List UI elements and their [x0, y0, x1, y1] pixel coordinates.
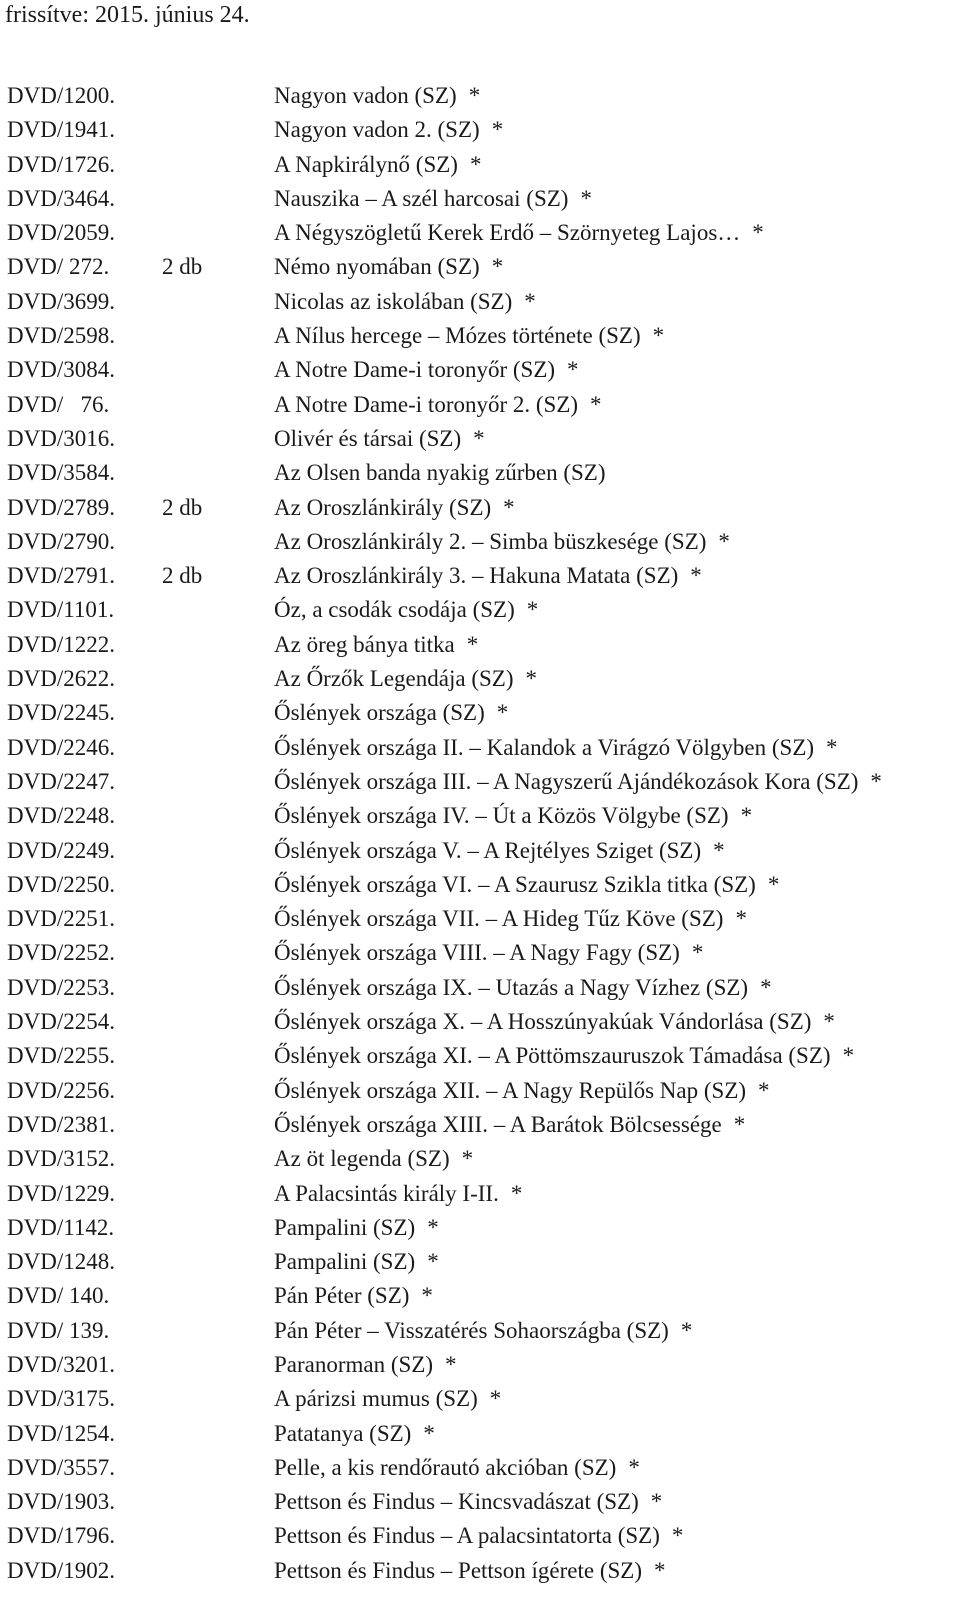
- list-item: [0, 1417, 960, 1451]
- dvd-title-text: Az Oroszlánkirály 3. – Hakuna Matata (SZ): [274, 563, 679, 589]
- dvd-title: [274, 182, 592, 216]
- dvd-code: DVD/2255.: [7, 1043, 115, 1069]
- copy-count: 2 db: [162, 494, 203, 520]
- dvd-code: DVD/2252.: [7, 940, 115, 966]
- dvd-code: DVD/3557.: [7, 1454, 115, 1480]
- dvd-title-text: Az öt legenda (SZ): [274, 1146, 450, 1172]
- asterisk-mark: *: [496, 700, 509, 726]
- dvd-title: [274, 491, 515, 525]
- dvd-title-text: Pán Péter – Visszatérés Sohaországba (SZ): [274, 1317, 669, 1343]
- dvd-title-text: Őslények országa IX. – Utazás a Nagy Vízhez (SZ): [274, 974, 749, 1000]
- asterisk-mark: *: [650, 1489, 663, 1515]
- dvd-title: [274, 834, 725, 868]
- dvd-title: [274, 1108, 745, 1142]
- list-item: [0, 388, 960, 422]
- asterisk-mark: *: [491, 117, 504, 143]
- dvd-title: [274, 319, 664, 353]
- dvd-code: DVD/2059.: [7, 220, 115, 246]
- dvd-code: DVD/1903.: [7, 1489, 115, 1515]
- list-item: [0, 1554, 960, 1588]
- dvd-code: DVD/ 272.: [7, 254, 110, 280]
- dvd-title: [274, 1519, 683, 1553]
- dvd-code: DVD/1796.: [7, 1523, 115, 1549]
- list-item: [0, 628, 960, 662]
- asterisk-mark: *: [740, 803, 753, 829]
- list-item: [0, 1177, 960, 1211]
- dvd-title: [274, 1348, 457, 1382]
- list-item: [0, 1382, 960, 1416]
- asterisk-mark: *: [580, 185, 592, 211]
- dvd-code: DVD/1229.: [7, 1180, 115, 1206]
- list-item: [0, 834, 960, 868]
- dvd-title-text: Őslények országa II. – Kalandok a Virágzó Völgyben (SZ): [274, 734, 815, 760]
- dvd-title-text: Pettson és Findus – A palacsintatorta (SZ): [274, 1523, 660, 1549]
- dvd-title-text: Őslények országa V. – A Rejtélyes Sziget (SZ): [274, 837, 702, 863]
- dvd-title: [274, 353, 579, 387]
- asterisk-mark: *: [628, 1454, 640, 1480]
- asterisk-mark: *: [421, 1283, 433, 1309]
- dvd-title-text: Őslények országa VIII. – A Nagy Fagy (SZ): [274, 940, 680, 966]
- list-item: [0, 868, 960, 902]
- asterisk-mark: *: [652, 323, 665, 349]
- dvd-title-text: Olivér és társai (SZ): [274, 425, 462, 451]
- dvd-code: DVD/2791.: [7, 563, 115, 589]
- asterisk-mark: *: [473, 425, 485, 451]
- dvd-code: DVD/ 140.: [7, 1283, 110, 1309]
- dvd-code: DVD/3464.: [7, 185, 115, 211]
- dvd-code: DVD/2598.: [7, 323, 115, 349]
- list-item: [0, 559, 960, 593]
- asterisk-mark: *: [653, 1557, 666, 1583]
- asterisk-mark: *: [525, 666, 537, 692]
- asterisk-mark: *: [427, 1249, 439, 1275]
- asterisk-mark: *: [713, 837, 725, 863]
- asterisk-mark: *: [870, 768, 882, 794]
- dvd-title: [274, 1554, 665, 1588]
- asterisk-mark: *: [823, 1009, 835, 1035]
- dvd-title-text: A Napkirálynő (SZ): [274, 151, 458, 177]
- dvd-title-text: Pampalini (SZ): [274, 1249, 416, 1275]
- asterisk-mark: *: [567, 357, 579, 383]
- dvd-code: DVD/1941.: [7, 117, 115, 143]
- list-item: [0, 662, 960, 696]
- dvd-code: DVD/1248.: [7, 1249, 115, 1275]
- dvd-code: DVD/1902.: [7, 1557, 115, 1583]
- dvd-title-text: Az öreg bánya titka: [274, 631, 455, 657]
- dvd-title-text: Pettson és Findus – Kincsvadászat (SZ): [274, 1489, 639, 1515]
- dvd-title-text: Az Oroszlánkirály 2. – Simba büszkesége (SZ): [274, 528, 707, 554]
- dvd-title: [274, 1142, 473, 1176]
- dvd-code: DVD/2790.: [7, 528, 115, 554]
- list-item: [0, 1039, 960, 1073]
- list-item: [0, 696, 960, 730]
- dvd-title-text: A Notre Dame-i toronyőr (SZ): [274, 357, 556, 383]
- dvd-code: DVD/2247.: [7, 768, 115, 794]
- dvd-title-text: Óz, a csodák csodája (SZ): [274, 597, 515, 623]
- asterisk-mark: *: [735, 906, 747, 932]
- dvd-code: DVD/1222.: [7, 631, 115, 657]
- asterisk-mark: *: [671, 1523, 684, 1549]
- dvd-title: [274, 731, 838, 765]
- dvd-code: DVD/3699.: [7, 288, 115, 314]
- list-item: [0, 113, 960, 147]
- list-item: [0, 765, 960, 799]
- asterisk-mark: *: [767, 871, 780, 897]
- asterisk-mark: *: [491, 254, 504, 280]
- dvd-code: DVD/1200.: [7, 83, 115, 108]
- dvd-title-text: A Nílus hercege – Mózes története (SZ): [274, 323, 641, 349]
- list-item: [0, 1485, 960, 1519]
- asterisk-mark: *: [733, 1111, 746, 1137]
- dvd-title: [274, 1211, 439, 1245]
- asterisk-mark: *: [760, 974, 772, 1000]
- dvd-code: DVD/ 76.: [7, 391, 110, 417]
- list-item: [0, 1519, 960, 1553]
- list-item: [0, 319, 960, 353]
- dvd-code: DVD/2381.: [7, 1111, 115, 1137]
- asterisk-mark: *: [690, 563, 702, 589]
- dvd-code: DVD/3084.: [7, 357, 115, 383]
- list-item: [0, 1348, 960, 1382]
- asterisk-mark: *: [503, 494, 515, 520]
- list-item: [0, 936, 960, 970]
- asterisk-mark: *: [680, 1317, 693, 1343]
- list-item: [0, 456, 960, 490]
- list-item: [0, 1211, 960, 1245]
- dvd-title: [274, 456, 617, 490]
- list-item: [0, 525, 960, 559]
- dvd-code: DVD/2256.: [7, 1077, 115, 1103]
- list-item: [0, 799, 960, 833]
- dvd-title: [274, 799, 752, 833]
- asterisk-mark: *: [445, 1351, 457, 1377]
- asterisk-mark: *: [468, 83, 481, 108]
- update-date: frissítve: 2015. június 24.: [5, 2, 250, 28]
- asterisk-mark: *: [590, 391, 602, 417]
- dvd-title: [274, 696, 508, 730]
- dvd-title: [274, 902, 747, 936]
- dvd-title: [274, 285, 536, 319]
- list-item: [0, 250, 960, 284]
- dvd-code: DVD/ 139.: [7, 1317, 110, 1343]
- dvd-title-text: Pelle, a kis rendőrautó akcióban (SZ): [274, 1454, 617, 1480]
- asterisk-mark: *: [758, 1077, 770, 1103]
- copy-count: 2 db: [162, 563, 203, 589]
- dvd-title: [274, 765, 882, 799]
- dvd-code: DVD/2251.: [7, 906, 115, 932]
- dvd-code: DVD/1101.: [7, 597, 115, 623]
- dvd-title-text: Pán Péter (SZ): [274, 1283, 410, 1309]
- dvd-code: DVD/3016.: [7, 425, 115, 451]
- dvd-code: DVD/2253.: [7, 974, 115, 1000]
- asterisk-mark: *: [469, 151, 482, 177]
- asterisk-mark: *: [524, 288, 536, 314]
- dvd-title: [274, 868, 779, 902]
- dvd-title-text: Pampalini (SZ): [274, 1214, 416, 1240]
- list-item: [0, 971, 960, 1005]
- dvd-title: [274, 525, 730, 559]
- list-item: [0, 491, 960, 525]
- list-item: [0, 1245, 960, 1279]
- list-item: [0, 1142, 960, 1176]
- dvd-title-text: Őslények országa XI. – A Pöttömszauruszok Támadása (SZ): [274, 1043, 831, 1069]
- dvd-title: [274, 1417, 435, 1451]
- asterisk-mark: *: [718, 528, 730, 554]
- dvd-title-text: Őslények országa III. – A Nagyszerű Ajándékozások Kora (SZ): [274, 768, 859, 794]
- asterisk-mark: *: [842, 1043, 855, 1069]
- dvd-title-text: Őslények országa XIII. – A Barátok Bölcsessége: [274, 1111, 722, 1137]
- list-item: [0, 593, 960, 627]
- dvd-title: [274, 216, 764, 250]
- asterisk-mark: *: [752, 220, 764, 246]
- list-item: [0, 79, 960, 113]
- asterisk-mark: *: [427, 1214, 439, 1240]
- dvd-code: DVD/1254.: [7, 1420, 115, 1446]
- dvd-title: [274, 1485, 662, 1519]
- list-item: [0, 1451, 960, 1485]
- list-item: [0, 902, 960, 936]
- dvd-title-text: Nagyon vadon 2. (SZ): [274, 117, 480, 143]
- dvd-code: DVD/3584.: [7, 460, 115, 486]
- list-item: [0, 285, 960, 319]
- dvd-title-text: Őslények országa XII. – A Nagy Repülős Nap (SZ): [274, 1077, 747, 1103]
- dvd-title: [274, 1279, 433, 1313]
- dvd-title-text: Paranorman (SZ): [274, 1351, 434, 1377]
- dvd-catalog-list: [0, 79, 960, 1588]
- dvd-title-text: Őslények országa IV. – Út a Közös Völgybe (SZ): [274, 803, 729, 829]
- asterisk-mark: *: [526, 597, 539, 623]
- list-item: [0, 148, 960, 182]
- asterisk-mark: *: [826, 734, 838, 760]
- list-item: [0, 1108, 960, 1142]
- copy-count: 2 db: [162, 254, 203, 280]
- dvd-title: [274, 1314, 692, 1348]
- dvd-title: [274, 113, 503, 147]
- dvd-title: [274, 593, 538, 627]
- dvd-title: [274, 250, 503, 284]
- dvd-code: DVD/2789.: [7, 494, 115, 520]
- dvd-title: [274, 1039, 854, 1073]
- dvd-code: DVD/2254.: [7, 1009, 115, 1035]
- dvd-title: [274, 559, 702, 593]
- dvd-title-text: Őslények országa (SZ): [274, 700, 485, 726]
- dvd-title: [274, 1074, 770, 1108]
- list-item: [0, 422, 960, 456]
- dvd-title-text: A Notre Dame-i toronyőr 2. (SZ): [274, 391, 579, 417]
- dvd-title-text: A Négyszögletű Kerek Erdő – Szörnyeteg Lajos…: [274, 220, 741, 246]
- dvd-title: [274, 971, 772, 1005]
- dvd-title-text: Az Őrzők Legendája (SZ): [274, 666, 514, 692]
- dvd-title: [274, 628, 478, 662]
- asterisk-mark: *: [423, 1420, 435, 1446]
- list-item: [0, 1074, 960, 1108]
- dvd-code: DVD/2249.: [7, 837, 115, 863]
- asterisk-mark: *: [510, 1180, 523, 1206]
- dvd-code: DVD/3152.: [7, 1146, 115, 1172]
- list-item: [0, 1279, 960, 1313]
- dvd-title-text: Őslények országa VII. – A Hideg Tűz Köve (SZ): [274, 906, 724, 932]
- dvd-code: DVD/1142.: [7, 1214, 115, 1240]
- dvd-title-text: Őslények országa X. – A Hosszúnyakúak Vándorlása (SZ): [274, 1009, 812, 1035]
- list-item: [0, 731, 960, 765]
- dvd-title: [274, 148, 481, 182]
- dvd-title-text: Az Olsen banda nyakig zűrben (SZ): [274, 460, 606, 486]
- dvd-title: [274, 1005, 835, 1039]
- dvd-code: DVD/2245.: [7, 700, 115, 726]
- dvd-title: [274, 662, 537, 696]
- list-item: [0, 1314, 960, 1348]
- dvd-title: [274, 936, 703, 970]
- asterisk-mark: *: [691, 940, 704, 966]
- dvd-title-text: Őslények országa VI. – A Szaurusz Szikla titka (SZ): [274, 871, 756, 897]
- list-item: [0, 353, 960, 387]
- dvd-title-text: Patatanya (SZ): [274, 1420, 412, 1446]
- dvd-title-text: Nagyon vadon (SZ): [274, 83, 457, 108]
- dvd-code: DVD/3201.: [7, 1351, 115, 1377]
- asterisk-mark: *: [461, 1146, 474, 1172]
- dvd-title: [274, 79, 480, 113]
- dvd-title-text: Nauszika – A szél harcosai (SZ): [274, 185, 569, 211]
- dvd-title: [274, 422, 485, 456]
- asterisk-mark: *: [466, 631, 479, 657]
- dvd-title: [274, 1451, 640, 1485]
- dvd-title: [274, 1245, 439, 1279]
- dvd-title-text: A Palacsintás király I-II.: [274, 1180, 499, 1206]
- list-item: [0, 1005, 960, 1039]
- dvd-title-text: A párizsi mumus (SZ): [274, 1386, 478, 1412]
- dvd-title-text: Pettson és Findus – Pettson ígérete (SZ): [274, 1557, 642, 1583]
- dvd-title: [274, 1382, 501, 1416]
- dvd-title: [274, 1177, 522, 1211]
- dvd-code: DVD/2246.: [7, 734, 115, 760]
- list-item: [0, 216, 960, 250]
- dvd-code: DVD/3175.: [7, 1386, 115, 1412]
- dvd-title-text: Az Oroszlánkirály (SZ): [274, 494, 492, 520]
- dvd-code: DVD/2622.: [7, 666, 115, 692]
- dvd-code: DVD/1726.: [7, 151, 115, 177]
- dvd-code: DVD/2248.: [7, 803, 115, 829]
- dvd-title-text: Némo nyomában (SZ): [274, 254, 480, 280]
- dvd-title-text: Nicolas az iskolában (SZ): [274, 288, 513, 314]
- list-item: [0, 182, 960, 216]
- dvd-title: [274, 388, 602, 422]
- dvd-code: DVD/2250.: [7, 871, 115, 897]
- asterisk-mark: *: [489, 1386, 502, 1412]
